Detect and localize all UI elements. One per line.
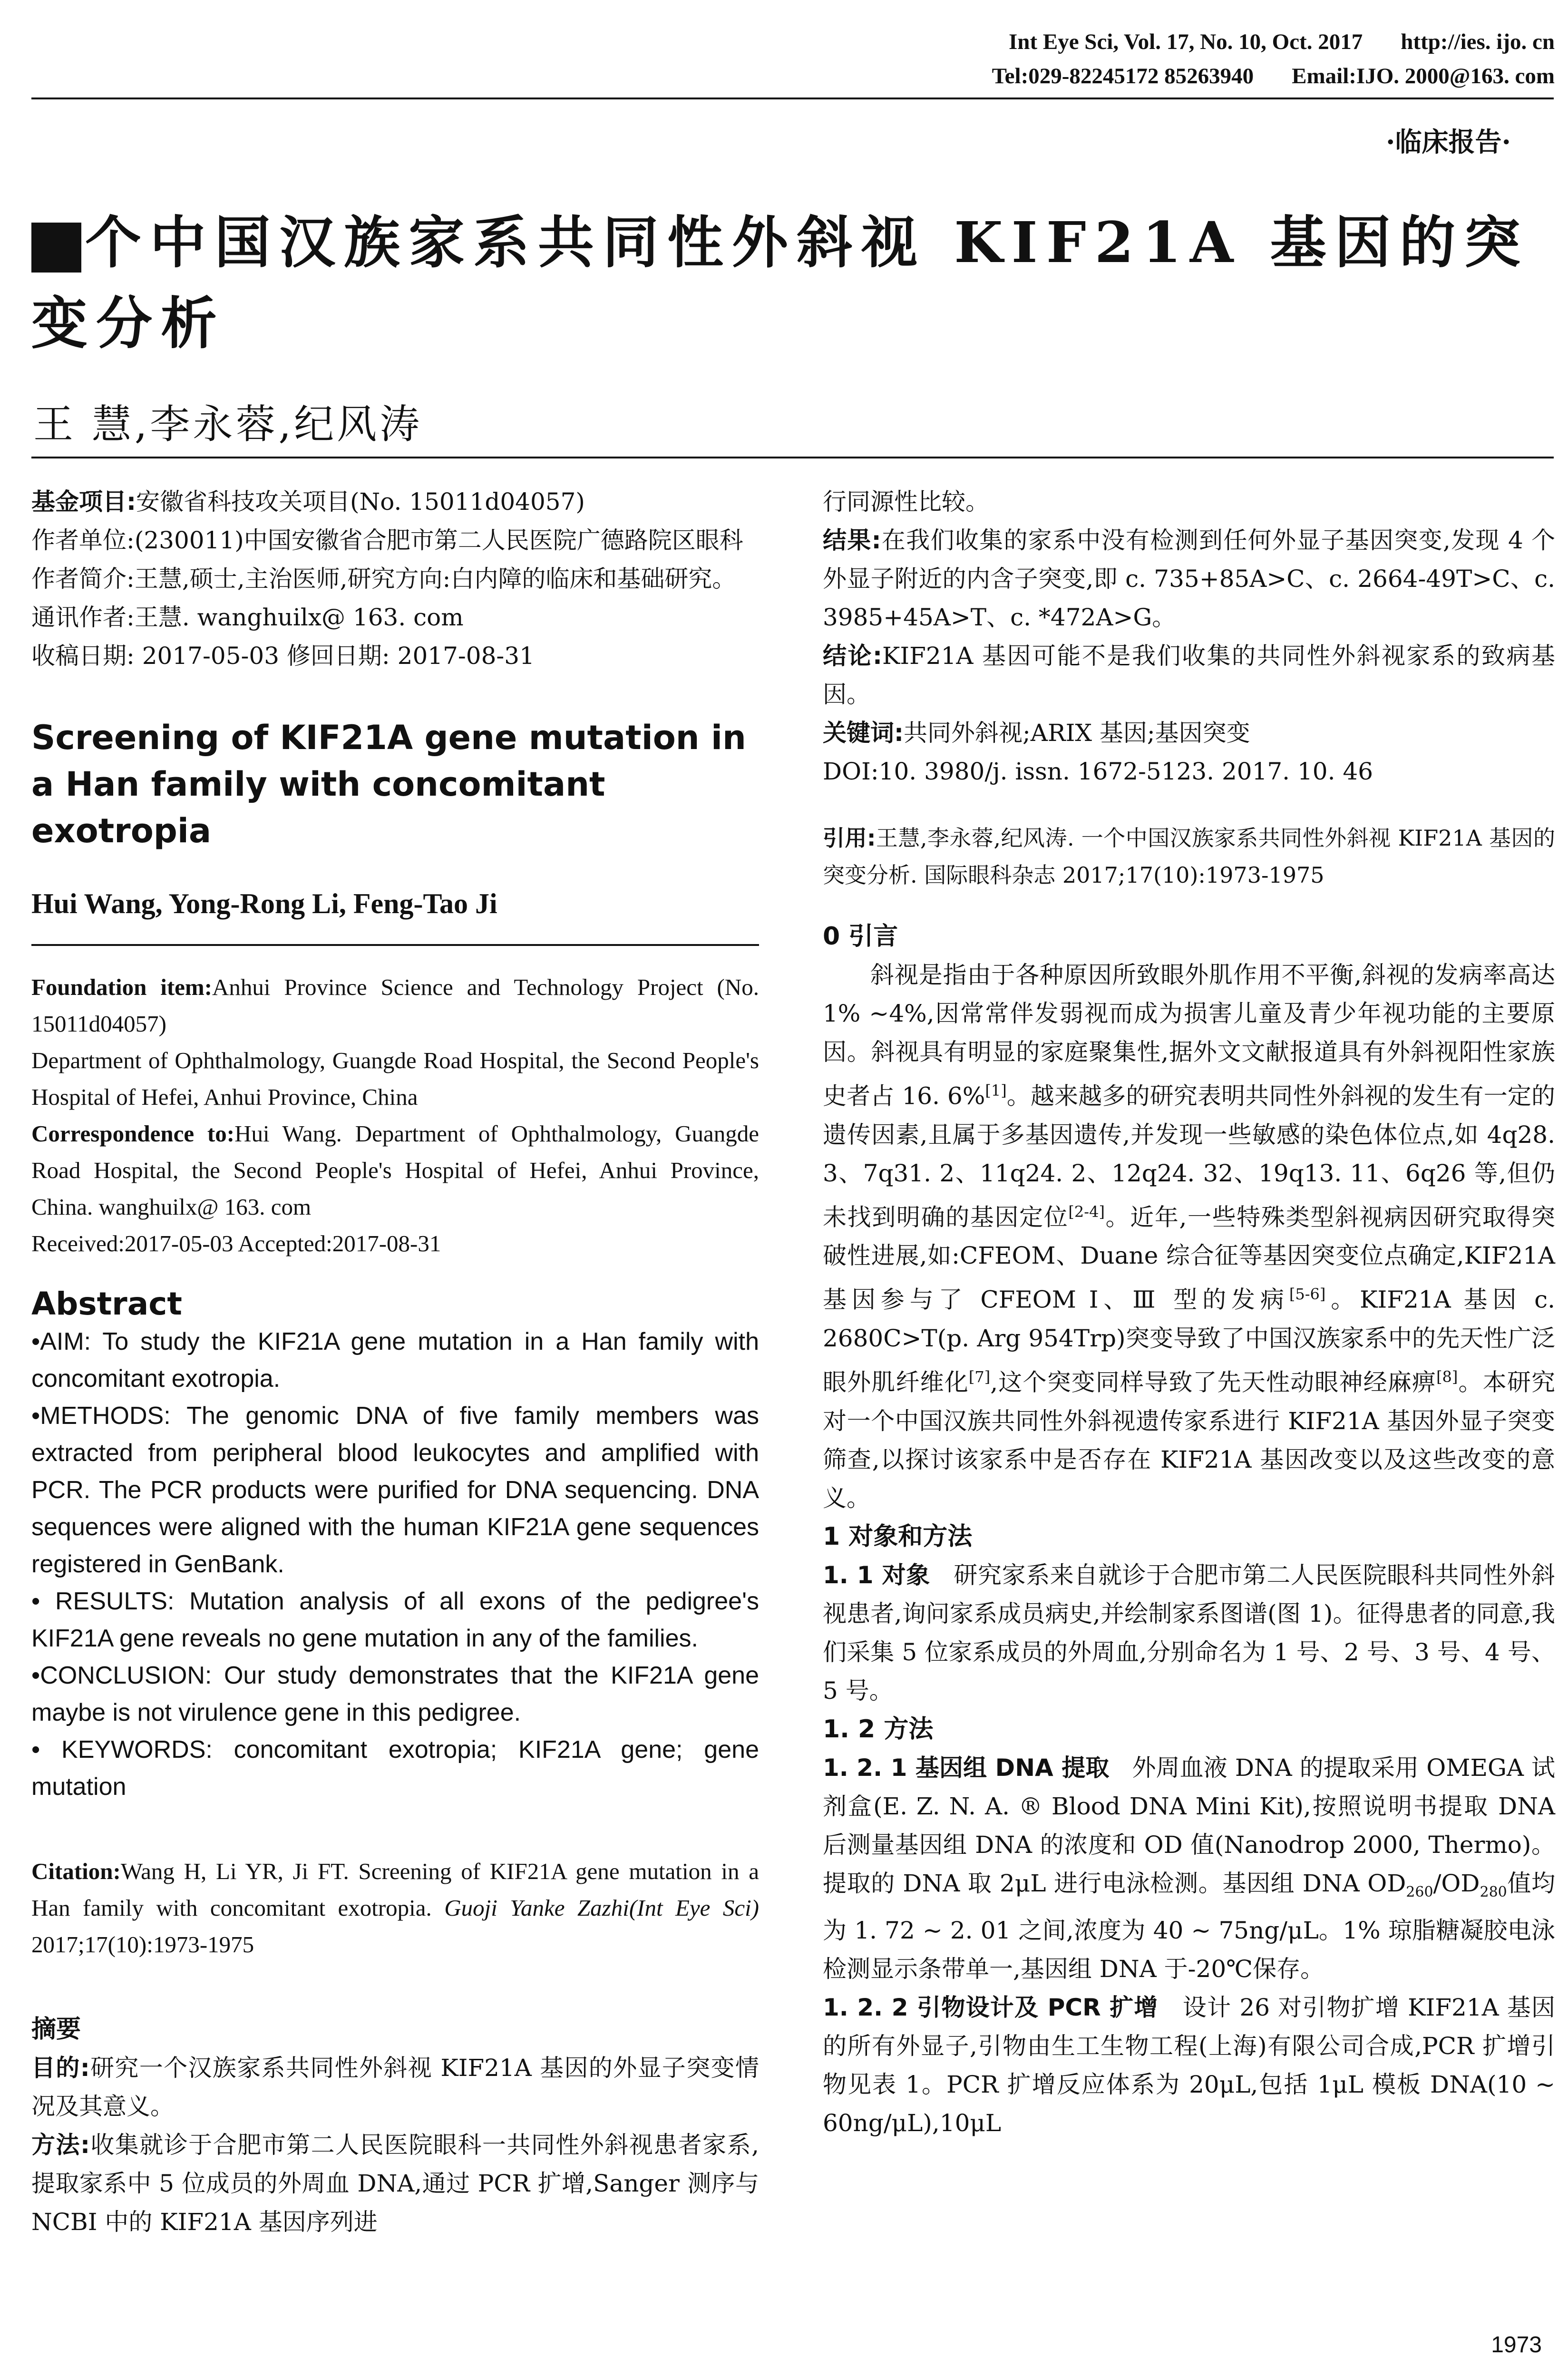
- zhaiyao-conclusion-label: 结论:: [823, 642, 883, 670]
- correspondence-en: [31, 1115, 759, 1225]
- section121-label: 1. 2. 1 基因组 DNA 提取: [823, 1754, 1110, 1782]
- abstract-heading: Abstract: [31, 1286, 182, 1322]
- ref-1: [1]: [985, 1081, 1007, 1100]
- correspondence-en-label: Correspondence to:: [31, 1120, 235, 1147]
- zhaiyao-methods-cont: 行同源性比较。: [823, 488, 989, 516]
- citation-en-journal: Guoji Yanke Zazhi(Int Eye Sci): [444, 1895, 759, 1921]
- citation-en-label: Citation:: [31, 1858, 121, 1884]
- doi: DOI:10. 3980/j. issn. 1672-5123. 2017. 10. 46: [823, 758, 1373, 785]
- running-header: [954, 25, 1555, 93]
- section122-text: 设计 26 对引物扩增 KIF21A 基因的所有外显子,引物由生工生物工程(上海)有限公司合成,PCR 扩增引物见表 1。PCR 扩增反应体系为 20μL,包括 1μL 模板 DNA(10 ~ 60ng/μL),10μL: [823, 1993, 1555, 2137]
- department-en: Department of Ophthalmology, Guangde Road Hospital, the Second People's Hospital of Hefei, Anhui Province, China: [31, 1047, 759, 1110]
- foundation-cn-text: 安徽省科技攻关项目(No. 15011d04057): [136, 488, 585, 516]
- zhaiyao-heading: 摘要: [31, 2015, 81, 2044]
- zhaiyao-conclusion-text: KIF21A 基因可能不是我们收集的共同性外斜视家系的致病基因。: [823, 642, 1556, 708]
- section121-text-a: 外周血液 DNA 的提取采用 OMEGA 试剂盒(E. Z. N. A. ® Blood DNA Mini Kit),按照说明书提取 DNA 后测量基因组 DNA 的浓度和 OD 值(Nanodrop 2000, Thermo)。提取的 DNA 取 2μL 进行电泳检测。基因组 DNA OD: [823, 1754, 1555, 1897]
- foundation-en-text: Anhui Province Science and Technology Project (No. 15011d04057): [31, 974, 759, 1037]
- foundation-en: [31, 969, 759, 1042]
- section122-label: 1. 2. 2 引物设计及 PCR 扩增: [823, 1993, 1159, 2021]
- author-bio-cn: 作者简介:王慧,硕士,主治医师,研究方向:白内障的临床和基础研究。: [31, 565, 736, 593]
- ref-2: [2-4]: [1068, 1202, 1105, 1221]
- section11: [823, 1556, 1555, 1710]
- citation-en-text: Wang H, Li YR, Ji FT. Screening of KIF21A gene mutation in a Han family with concomitant exotropia.: [31, 1858, 759, 1921]
- abstract-body: [31, 1323, 759, 1805]
- journal-email: Email:IJO. 2000@163. com: [1292, 64, 1555, 88]
- keywords-cn-label: 关键词:: [823, 719, 904, 747]
- foundation-en-label: Foundation item:: [31, 974, 213, 1000]
- right-column: [823, 483, 1555, 2143]
- english-meta: [31, 969, 759, 1262]
- ref-4: [7]: [968, 1367, 991, 1386]
- correspondence-en-text: Hui Wang. Department of Ophthalmology, Guangde Road Hospital, the Second People's Hospital of Hefei, Anhui Province, China. wanghuilx@ 163. com: [31, 1120, 760, 1220]
- abstract-results: • RESULTS: Mutation analysis of all exons of the pedigree's KIF21A gene reveals no gene mutation in any of the families.: [31, 1588, 759, 1652]
- citation-cn: [823, 819, 1555, 894]
- foundation-cn: [31, 483, 759, 521]
- english-title: Screening of KIF21A gene mutation in a Han family with concomitant exotropia: [31, 718, 746, 850]
- authors-rule: [31, 457, 1554, 458]
- section12-heading: 1. 2 方法: [823, 1715, 934, 1744]
- zhaiyao-aim-label: 目的:: [31, 2054, 90, 2082]
- left-column: [31, 483, 759, 2241]
- title-text: 个中国汉族家系共同性外斜视 KIF21A 基因的突变分析: [31, 209, 1529, 356]
- zhaiyao-methods: [31, 2126, 759, 2241]
- intro-text-1: 斜视是指由于各种原因所致眼外肌作用不平衡,斜视的发病率高达 1% ~4%,因常常伴发弱视而成为损害儿童及青少年视功能的主要原因。斜视具有明显的家庭聚集性,据外文文献报道具有外斜视阳性家族史者占 16. 6%: [823, 961, 1555, 1110]
- english-authors: Hui Wang, Yong-Rong Li, Feng-Tao Ji: [31, 888, 497, 919]
- abstract-conclusion: •CONCLUSION: Our study demonstrates that the KIF21A gene maybe is not virulence gene in this pedigree.: [31, 1662, 759, 1726]
- zhaiyao-results-text: 在我们收集的家系中没有检测到任何外显子基因突变,发现 4 个外显子附近的内含子突变,即 c. 735+85A>C、c. 2664-49T>C、c. 3985+45A>T、c. *472A>G。: [823, 526, 1555, 631]
- cn-abstract: [31, 2010, 759, 2241]
- abstract-aim: •AIM: To study the KIF21A gene mutation in a Han family with concomitant exotropia.: [31, 1328, 759, 1393]
- section11-text: 研究家系来自就诊于合肥市第二人民医院眼科共同性外斜视患者,询问家系成员病史,并绘制家系图谱(图 1)。征得患者的同意,我们采集 5 位家系成员的外周血,分别命名为 1 号、2 号、3 号、4 号、5 号。: [823, 1561, 1556, 1705]
- intro-heading: 0 引言: [823, 922, 898, 951]
- zhaiyao-results: [823, 521, 1555, 637]
- title-first-char-block: [31, 223, 81, 273]
- affiliation-cn: 作者单位:(230011)中国安徽省合肥市第二人民医院广德路院区眼科: [31, 526, 743, 554]
- cn-meta: [31, 483, 759, 675]
- authors-cn: 王 慧,李永蓉,纪风涛: [33, 401, 423, 448]
- cn-abstract-cont: [823, 483, 1555, 791]
- intro-text-2: 。越来越多的研究表明共同性外斜视的发生有一定的遗传因素,且属于多基因遗传,并发现一些敏感的染色体位点,如 4q28. 3、7q31. 2、11q24. 2、12q24. 32、19q13. 11、6q26 等,但仍未找到明确的基因定位: [823, 1082, 1556, 1231]
- section1-heading: 1 对象和方法: [823, 1522, 973, 1551]
- intro-paragraph: [823, 956, 1555, 1518]
- article-title: [31, 202, 1529, 364]
- journal-tel: Tel:029-82245172 85263940: [992, 64, 1254, 88]
- ref-5: [8]: [1436, 1367, 1458, 1386]
- abstract-methods: •METHODS: The genomic DNA of five family members was extracted from peripheral blood leukocytes and amplified with PCR. The PCR products were purified for DNA sequencing. DNA sequences were aligned with the human KIF21A gene sequences registered in GenBank.: [31, 1402, 759, 1578]
- citation-en-tail: 2017;17(10):1973-1975: [31, 1931, 254, 1958]
- zhaiyao-conclusion: [823, 637, 1555, 714]
- od-sub-260: 260: [1406, 1883, 1433, 1900]
- intro-text-5: ,这个突变同样导致了先天性动眼神经麻痹: [990, 1368, 1437, 1396]
- section122: [823, 1988, 1555, 2143]
- received-en: Received:2017-05-03 Accepted:2017-08-31: [31, 1230, 441, 1257]
- section11-label: 1. 1 对象: [823, 1561, 930, 1589]
- section121-text-b: 值均为 1. 72 ~ 2. 01 之间,浓度为 40 ~ 75ng/μL。1% 琼脂糖凝胶电泳检测显示条带单一,基因组 DNA 于-20℃保存。: [823, 1869, 1556, 1983]
- citation-cn-label: 引用:: [823, 825, 876, 851]
- ref-3: [5-6]: [1289, 1285, 1326, 1304]
- header-rule: [31, 97, 1554, 99]
- citation-en: [31, 1853, 759, 1963]
- journal-info: Int Eye Sci, Vol. 17, No. 10, Oct. 2017: [1009, 29, 1363, 54]
- correspondence-cn: 通讯作者:王慧. wanghuilx@ 163. com: [31, 604, 464, 631]
- od-sub-280: 280: [1480, 1883, 1507, 1900]
- body-text: [823, 917, 1555, 2143]
- zhaiyao-aim-text: 研究一个汉族家系共同性外斜视 KIF21A 基因的外显子突变情况及其意义。: [31, 2054, 759, 2120]
- zhaiyao-methods-text: 收集就诊于合肥市第二人民医院眼科一共同性外斜视患者家系,提取家系中 5 位成员的外周血 DNA,通过 PCR 扩增,Sanger 测序与 NCBI 中的 KIF21A 基因序列进: [31, 2131, 759, 2236]
- citation-cn-text: 王慧,李永蓉,纪风涛. 一个中国汉族家系共同性外斜视 KIF21A 基因的突变分析. 国际眼科杂志 2017;17(10):1973-1975: [823, 825, 1555, 888]
- en-authors-rule: [31, 944, 759, 946]
- foundation-cn-label: 基金项目:: [31, 488, 136, 516]
- section121: [823, 1749, 1555, 1988]
- intro-text-6: 。本研究对一个中国汉族共同性外斜视遗传家系进行 KIF21A 基因外显子突变筛查,以探讨该家系中是否存在 KIF21A 基因改变以及这些改变的意义。: [823, 1368, 1556, 1512]
- section-tag: ·临床报告·: [1386, 127, 1511, 158]
- zhaiyao-methods-label: 方法:: [31, 2131, 90, 2159]
- zhaiyao-aim: [31, 2049, 759, 2126]
- dates-cn: 收稿日期: 2017-05-03 修回日期: 2017-08-31: [31, 642, 535, 670]
- keywords-cn-text: 共同外斜视;ARIX 基因;基因突变: [904, 719, 1250, 747]
- keywords-cn: [823, 714, 1555, 752]
- page-number: 1973: [1491, 2332, 1542, 2358]
- od-slash: /OD: [1433, 1869, 1480, 1897]
- intro-text-4: 。KIF21A 基因 c. 2680C>T(p. Arg 954Trp)突变导致了中国汉族家系中的先天性广泛眼外肌纤维化: [823, 1286, 1555, 1396]
- intro-text-3: 。近年,一些特殊类型斜视病因研究取得突破性进展,如:CFEOM、Duane 综合征等基因突变位点确定,KIF21A 基因参与了 CFEOM Ⅰ、Ⅲ 型的发病: [823, 1203, 1555, 1314]
- zhaiyao-results-label: 结果:: [823, 526, 881, 554]
- journal-url: http://ies. ijo. cn: [1401, 29, 1555, 54]
- abstract-keywords: • KEYWORDS: concomitant exotropia; KIF21A gene; gene mutation: [31, 1736, 759, 1801]
